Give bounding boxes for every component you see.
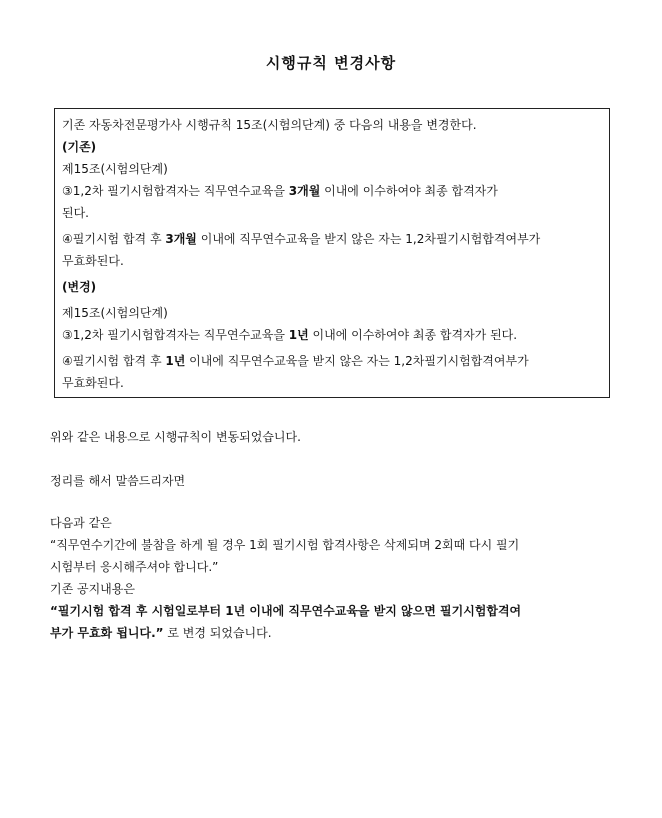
page-title: 시행규칙 변경사항 xyxy=(265,54,397,72)
after-item-4: ④필기시험 합격 후 1년 이내에 직무연수교육을 받지 않은 자는 1,2차필기시험합격여부가 xyxy=(62,354,529,368)
body-line-1: 위와 같은 내용으로 시행규칙이 변동되었습니다. xyxy=(50,430,301,444)
bold-notice-line-1: “필기시험 합격 후 시험일로부터 1년 이내에 직무연수교육을 받지 않으면 필기시험합격여 xyxy=(50,604,522,618)
after-item-3: ③1,2차 필기시험합격자는 직무연수교육을 1년 이내에 이수하여야 최종 합격자가 된다. xyxy=(62,328,518,342)
body-line-2: 정리를 해서 말씀드리자면 xyxy=(50,474,186,488)
body-line-4: 기존 공지내용은 xyxy=(50,582,135,596)
bold-notice-line-2: 부가 무효화 됩니다.” 로 변경 되었습니다. xyxy=(50,626,272,640)
quote-line-1: “직무연수기간에 불참을 하게 될 경우 1회 필기시험 합격사항은 삭제되며 2회때 다시 필기 xyxy=(50,538,520,552)
quote-line-2: 시험부터 응시해주셔야 합니다.” xyxy=(50,560,219,574)
after-heading: (변경) xyxy=(62,280,97,294)
before-article: 제15조(시험의단계) xyxy=(62,162,168,176)
before-item-4: ④필기시험 합격 후 3개월 이내에 직무연수교육을 받지 않은 자는 1,2차필기시험합격여부가 xyxy=(62,232,541,246)
before-item-3-cont: 된다. xyxy=(62,206,89,220)
before-item-4-cont: 무효화된다. xyxy=(62,254,124,268)
after-item-4-cont: 무효화된다. xyxy=(62,376,124,390)
body-line-3: 다음과 같은 xyxy=(50,516,112,530)
box-intro: 기존 자동차전문평가사 시행규칙 15조(시험의단계) 중 다음의 내용을 변경한다. xyxy=(62,118,477,132)
after-article: 제15조(시험의단계) xyxy=(62,306,168,320)
before-item-3: ③1,2차 필기시험합격자는 직무연수교육을 3개월 이내에 이수하여야 최종 합격자가 xyxy=(62,184,498,198)
before-heading: (기존) xyxy=(62,140,97,154)
